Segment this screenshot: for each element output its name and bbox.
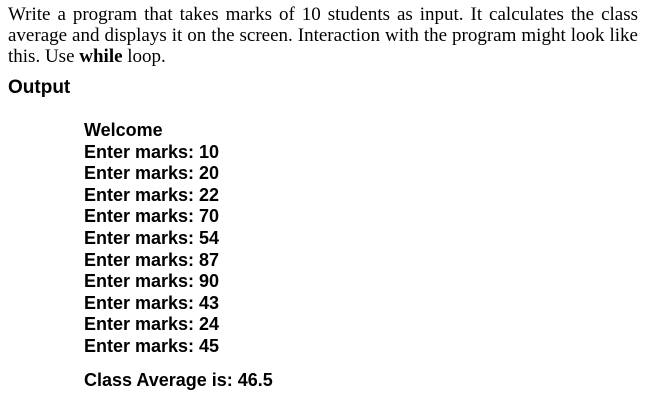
console-input-line: Enter marks: 45 xyxy=(84,335,220,356)
question-text-after: loop. xyxy=(122,46,166,67)
console-input-line: Enter marks: 54 xyxy=(84,227,220,248)
question-text-before: Write a program that takes marks of 10 students as input. It calculates the class average and displays it on the screen. Interaction with the program might look like this. Use xyxy=(8,4,638,67)
console-input-line: Enter marks: 90 xyxy=(84,271,220,292)
console-input-line: Enter marks: 22 xyxy=(84,184,220,205)
console-input-line: Enter marks: 20 xyxy=(84,163,220,184)
console-input-line: Enter marks: 43 xyxy=(84,292,220,313)
question-paragraph xyxy=(8,4,638,67)
console-result-line: Class Average is: 46.5 xyxy=(84,369,273,390)
output-heading: Output xyxy=(8,77,71,98)
question-bold-keyword: while xyxy=(79,46,123,67)
console-input-line: Enter marks: 24 xyxy=(84,314,220,335)
console-welcome-line: Welcome xyxy=(84,120,163,140)
console-output xyxy=(84,120,273,391)
console-input-line: Enter marks: 10 xyxy=(84,141,220,162)
console-blank-gap xyxy=(84,358,273,370)
console-input-line: Enter marks: 87 xyxy=(84,249,220,270)
console-input-line: Enter marks: 70 xyxy=(84,206,220,227)
